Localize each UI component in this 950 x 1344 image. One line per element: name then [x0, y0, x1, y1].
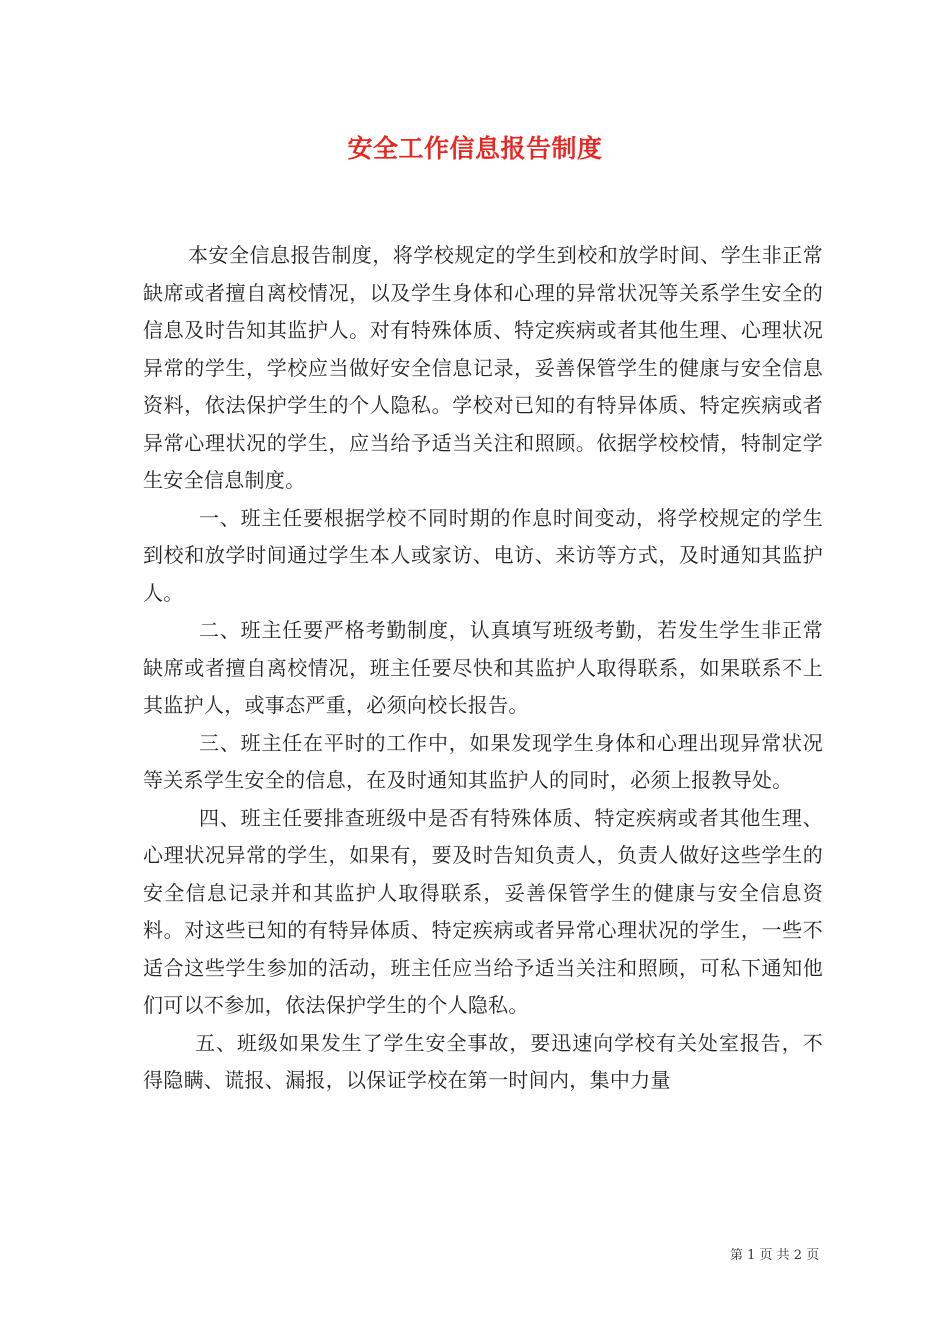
clause-1-paragraph: 一、班主任要根据学校不同时期的作息时间变动，将学校规定的学生到校和放学时间通过学生本人或家访、电访、来访等方式，及时通知其监护人。: [143, 505, 823, 605]
clause-2-paragraph: 二、班主任要严格考勤制度，认真填写班级考勤，若发生学生非正常缺席或者擅自离校情况，班主任要尽快和其监护人取得联系，如果联系不上其监护人，或事态严重，必须向校长报告。: [143, 618, 823, 717]
clause-5-paragraph: 五、班级如果发生了学生安全事故，要迅速向学校有关处室报告，不得隐瞒、谎报、漏报，以保证学校在第一时间内，集中力量: [143, 1030, 823, 1092]
document-body: [143, 237, 823, 1100]
clause-4-paragraph: 四、班主任要排查班级中是否有特殊体质、特定疾病或者其他生理、心理状况异常的学生，如果有，要及时告知负责人，负责人做好这些学生的安全信息记录并和其监护人取得联系，妥善保管学生的健康与安全信息资料。对这些已知的有特异体质、特定疾病或者异常心理状况的学生，一些不适合这些学生参加的活动，班主任应当给予适当关注和照顾，可私下通知他们可以不参加，依法保护学生的个人隐私。: [143, 805, 823, 1017]
clause-3-paragraph: 三、班主任在平时的工作中，如果发现学生身体和心理出现异常状况等关系学生安全的信息，在及时通知其监护人的同时，必须上报教导处。: [143, 730, 823, 792]
intro-paragraph: 本安全信息报告制度，将学校规定的学生到校和放学时间、学生非正常缺席或者擅自离校情况，以及学生身体和心理的异常状况等关系学生安全的信息及时告知其监护人。对有特殊体质、特定疾病或者其他生理、心理状况异常的学生，学校应当做好安全信息记录，妥善保管学生的健康与安全信息资料，依法保护学生的个人隐私。学校对已知的有特异体质、特定疾病或者异常心理状况的学生，应当给予适当关注和照顾。依据学校校情，特制定学生安全信息制度。: [143, 243, 823, 492]
page-number-indicator: 第 1 页 共 2 页: [730, 1248, 820, 1263]
page-title: 安全工作信息报告制度: [347, 134, 603, 163]
